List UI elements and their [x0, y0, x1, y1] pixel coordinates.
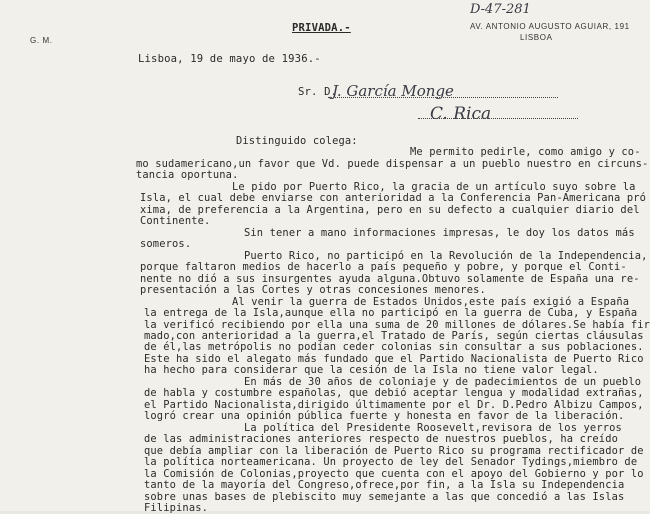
- date-line: Lisboa, 19 de mayo de 1936.-: [138, 53, 321, 65]
- body-line: ha hecho para considerar que la cesión de la Isla no tiene valor legal.: [144, 364, 599, 376]
- body-line: nente no dió a sus insurgentes ayuda alguna.Obtuvo solamente de España una re-: [140, 273, 640, 285]
- body-line: mado,con anterioridad a la guerra,el Tratado de París, según ciertas cláusulas: [144, 330, 644, 342]
- body-line: la Comisión de Colonias,proyecto que cuenta con el apoyo del Gobierno y por lo: [144, 468, 644, 480]
- body-line: xima, de preferencia a la Argentina, pero en su defecto a cualquier diario del: [140, 204, 640, 216]
- recipient-place-rule: [418, 118, 578, 119]
- body-line: La política del Presidente Roosevelt,revisora de los yerros: [244, 422, 622, 434]
- body-line: logró crear una opinión pública fuerte y honesta en favor de la liberación.: [144, 410, 625, 422]
- archive-reference-number: D-47-281: [470, 2, 531, 17]
- body-line: Continente.: [140, 215, 211, 227]
- body-line: Este ha sido el alegato más fundado que el Partido Nacionalista de Puerto Rico: [144, 353, 644, 365]
- letterhead-address-street: AV. ANTONIO AUGUSTO AGUIAR, 191: [470, 22, 630, 31]
- letterhead-initials: G. M.: [30, 36, 53, 45]
- body-line: tanto de la mayoría del Congreso,ofrece,por fin, a la Isla su Independencia: [144, 479, 625, 491]
- body-line: Al venir la guerra de Estados Unidos,este país exigió a España: [232, 296, 630, 308]
- body-line: sobre unas bases de plebiscito muy semejante a las que concedió a las Islas: [144, 491, 625, 503]
- confidential-marking: PRIVADA.-: [292, 22, 351, 34]
- body-line: la entrega de la Isla,aunque ella no participó en la guerra de Cuba, y España: [144, 307, 638, 319]
- recipient-name-handwritten: J. García Monge: [332, 82, 454, 100]
- recipient-place-handwritten: C. Rica: [430, 104, 492, 124]
- body-line: de él,las metrópolis no podían ceder colonias sin consultar a sus poblaciones.: [144, 341, 644, 353]
- body-line: tancia oportuna.: [136, 169, 239, 181]
- body-line: la política norteamericana. Un proyecto de ley del Senador Tydings,miembro de: [144, 456, 638, 468]
- body-line: el Partido Nacionalista,dirigido últimamente por el Dr. D.Pedro Albizu Campos,: [144, 399, 644, 411]
- body-line: someros.: [140, 238, 192, 250]
- recipient-prefix: Sr. D.: [298, 86, 338, 98]
- body-line: de las administraciones anteriores respecto de nuestros pueblos, ha creído: [144, 433, 619, 445]
- body-line: Me permito pedirle, como amigo y co-: [410, 146, 641, 158]
- body-line: que debía ampliar con la liberación de Puerto Rico su programa rectificador de: [144, 445, 644, 457]
- body-line: mo sudamericano,un favor que Vd. puede dispensar a un pueblo nuestro en circuns-: [136, 158, 649, 170]
- body-line: Filipinas.: [144, 502, 209, 514]
- body-line: presentación a las Cortes y otras concesiones menores.: [140, 284, 486, 296]
- letterhead-address-city: LISBOA: [520, 33, 553, 42]
- recipient-name-rule: [328, 97, 558, 98]
- body-line: En más de 30 años de coloniaje y de padecimientos de un pueblo: [244, 376, 642, 388]
- body-line: porque faltaron medios de hacerlo a país pequeño y pobre, y porque el Conti-: [140, 261, 627, 273]
- body-line: Le pido por Puerto Rico, la gracia de un artículo suyo sobre la: [232, 181, 636, 193]
- body-line: Distinguido colega:: [236, 135, 358, 147]
- body-line: Puerto Rico, no participó en la Revolución de la Independencia,: [244, 250, 648, 262]
- body-line: la verificó recibiendo por ella una suma de 20 millones de dólares.Se había fir: [144, 319, 650, 331]
- body-line: Isla, el cual debe enviarse con anterioridad a la Conferencia Pan-Americana pró: [140, 192, 647, 204]
- body-line: Sin tener a mano informaciones impresas, le doy los datos más: [244, 227, 635, 239]
- body-line: de habla y costumbre españolas, que debió aceptar lengua y modalidad extrañas,: [144, 387, 644, 399]
